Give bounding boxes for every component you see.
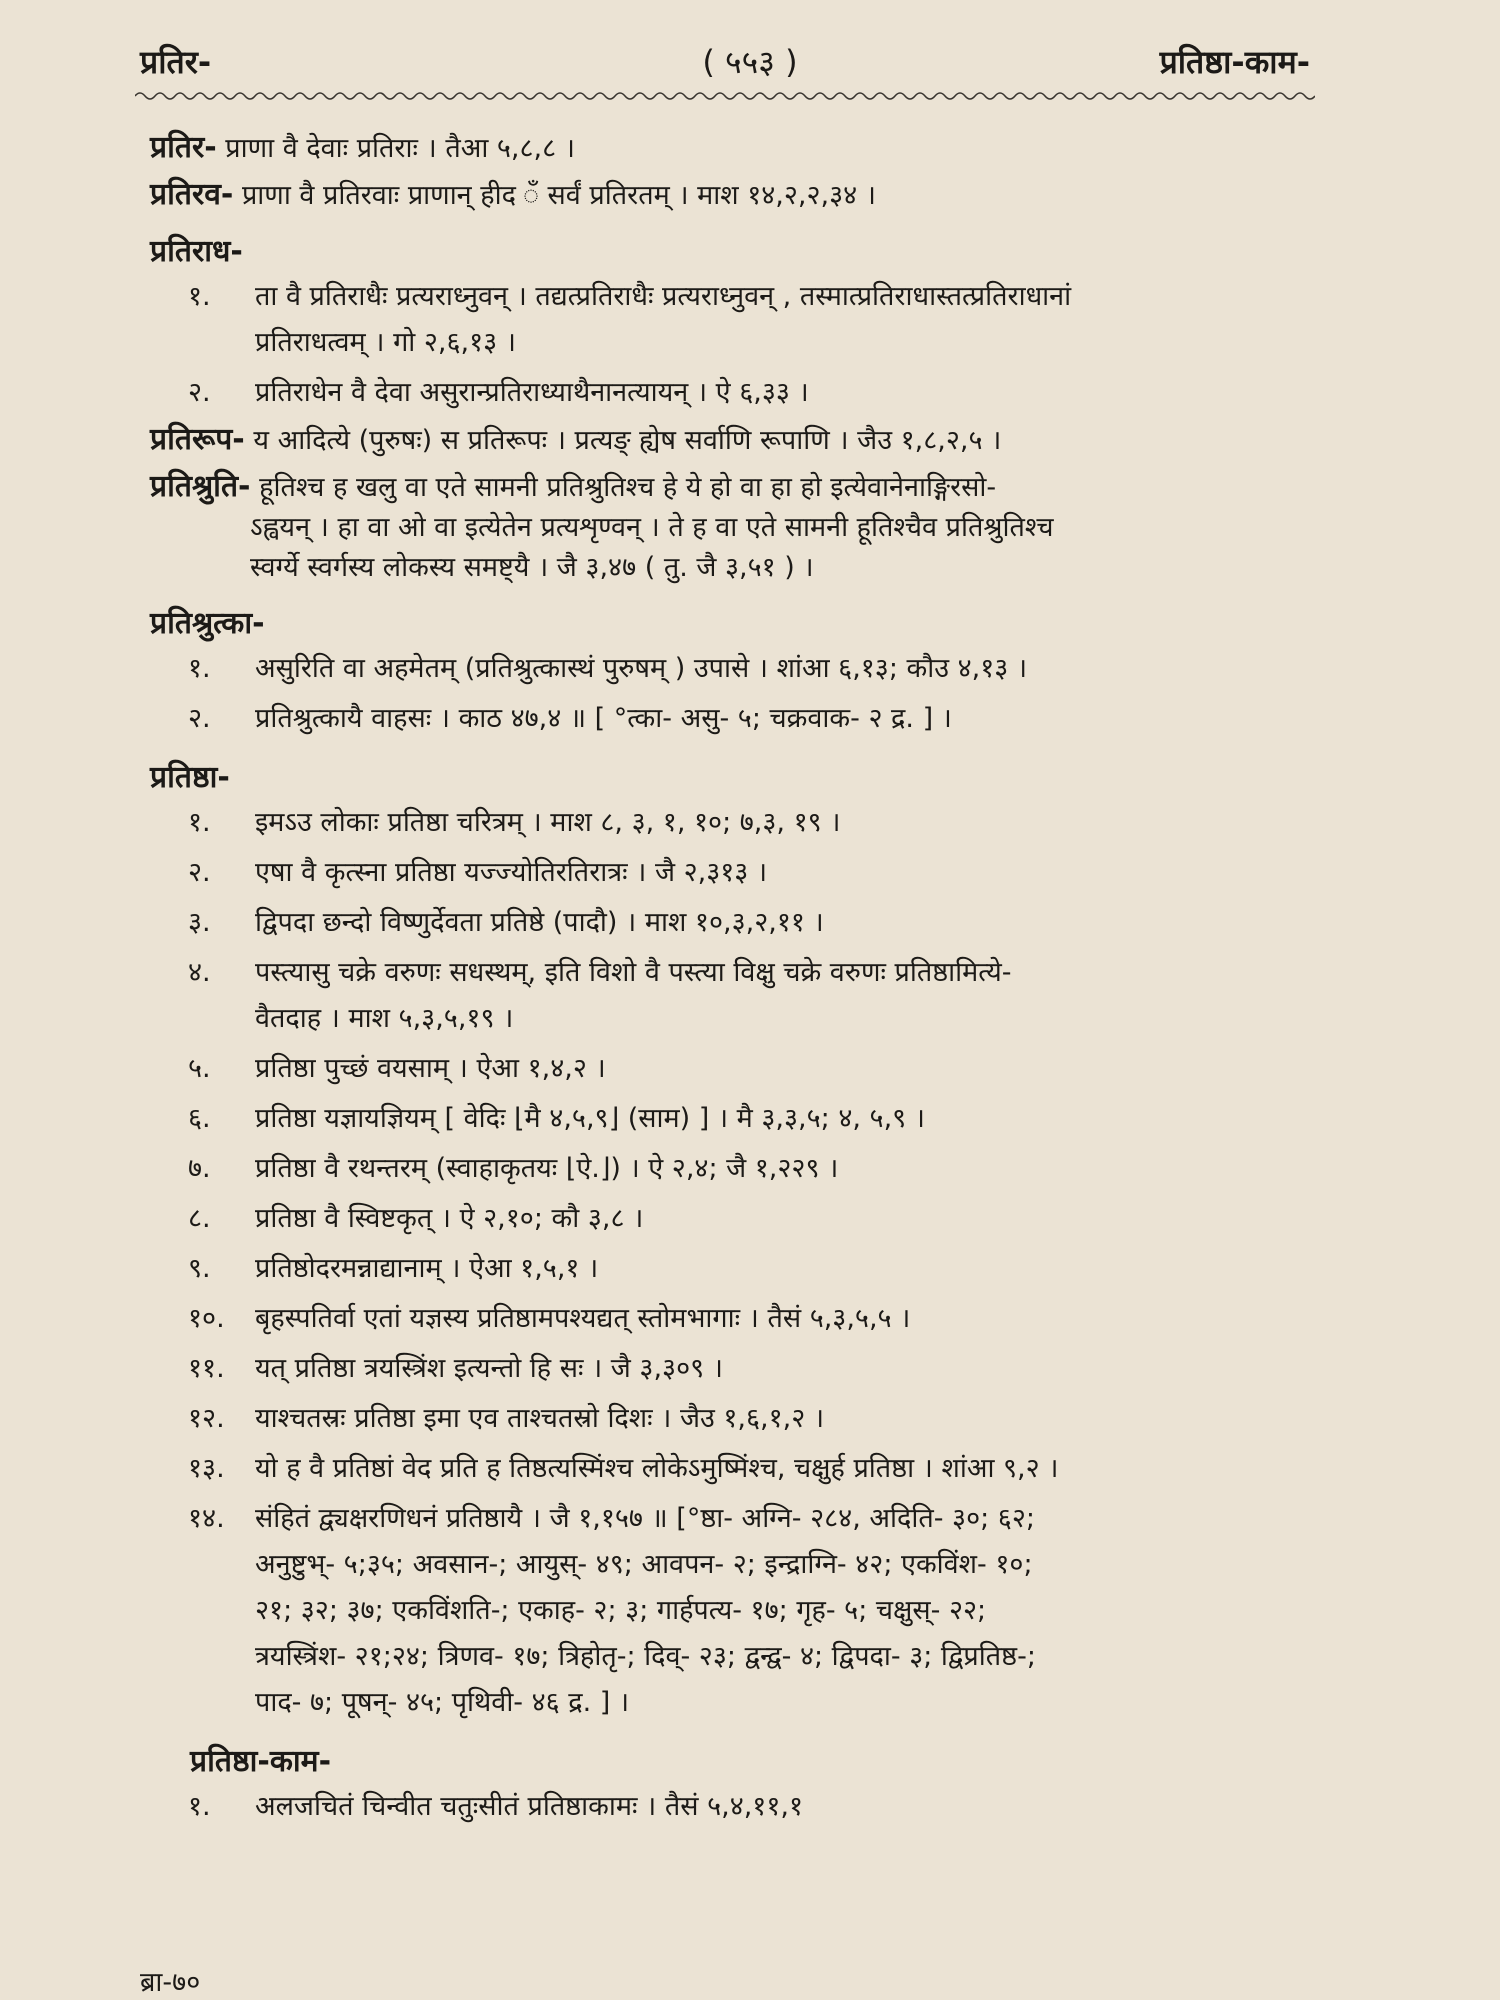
entry-text: य आदित्ये (पुरुषः) स प्रतिरूपः । प्रत्यङ् ह्येष सर्वाणि रूपाणि । जैउ १,८,२,५ । bbox=[253, 425, 1002, 456]
item-line: प्रतिष्ठा पुच्छं वयसाम् । ऐआ १,४,२ । bbox=[255, 1053, 606, 1084]
item-line: याश्चतस्रः प्रतिष्ठा इमा एव ताश्चतस्रो दिशः । जैउ १,६,१,२ । bbox=[255, 1403, 825, 1434]
entry-text: प्राणा वै देवाः प्रतिराः । तैआ ५,८,८ । bbox=[225, 133, 575, 164]
list-item bbox=[150, 1246, 1330, 1292]
item-line: प्रतिश्रुत्कायै वाहसः । काठ ४७,४ ॥ [ °त्का- असु- ५; चक्रवाक- २ द्र. ] । bbox=[255, 703, 952, 734]
item-line: २१; ३२; ३७; एकविंशति-; एकाह- २; ३; गार्हपत्य- १७; गृह- ५; चक्षुस्- २२; bbox=[255, 1595, 987, 1626]
item-line: वैतदाह । माश ५,३,५,१९ । bbox=[255, 1003, 514, 1034]
item-number: १२. bbox=[188, 1403, 225, 1434]
headword: प्रतिर- bbox=[150, 130, 217, 165]
list-item bbox=[150, 800, 1330, 846]
list-item bbox=[150, 1196, 1330, 1242]
item-line: असुरिति वा अहमेतम् (प्रतिश्रुत्कास्थं पुरुषम् ) उपासे । शांआ ६,१३; कौउ ४,१३ । bbox=[255, 653, 1028, 684]
item-number: १४. bbox=[188, 1503, 225, 1534]
item-line: त्रयस्त्रिंश- २१;२४; त्रिणव- १७; त्रिहोतृ-; दिव्- २३; द्वन्द्व- ४; द्विपदा- ३; द्विप्रतिष्ठ-; bbox=[255, 1641, 1036, 1672]
headword: प्रतिरूप- bbox=[150, 422, 245, 457]
entry-text: ऽह्वयन् । हा वा ओ वा इत्येतेन प्रत्यशृण्वन् । ते ह वा एते सामनी हूतिश्चैव प्रतिश्रुतिश्च bbox=[250, 512, 1054, 543]
item-number: २. bbox=[188, 377, 211, 408]
header-left-term: प्रतिर- bbox=[140, 43, 212, 81]
item-number: ४. bbox=[188, 957, 211, 988]
header-right-term: प्रतिष्ठा-काम- bbox=[1159, 43, 1310, 81]
list-item bbox=[150, 1146, 1330, 1192]
list-item bbox=[150, 274, 1330, 366]
entry-text: प्राणा वै प्रतिरवाः प्राणान् हीद ँ सर्वं प्रतिरतम् । माश १४,२,२,३४ । bbox=[241, 180, 877, 211]
item-number: ६. bbox=[188, 1103, 211, 1134]
entry-pratishruti bbox=[150, 467, 1330, 588]
item-number: १. bbox=[188, 281, 211, 312]
entry-pratira bbox=[150, 128, 1330, 169]
list-item bbox=[150, 646, 1330, 692]
headword-pratishrutka: प्रतिश्रुत्का- bbox=[150, 606, 265, 641]
list-item bbox=[150, 1046, 1330, 1092]
headword: प्रतिश्रुति- bbox=[150, 469, 251, 504]
list-item bbox=[150, 950, 1330, 1042]
entry-pratirava bbox=[150, 175, 1330, 216]
item-line: पस्त्यासु चक्रे वरुणः सधस्थम्, इति विशो वै पस्त्या विक्षु चक्रे वरुणः प्रतिष्ठामित्ये- bbox=[255, 957, 1012, 988]
item-number: १. bbox=[188, 653, 211, 684]
item-number: ३. bbox=[188, 907, 211, 938]
item-line: प्रतिष्ठा यज्ञायज्ञियम् [ वेदिः ⌊मै ४,५,९⌋ (साम) ] । मै ३,३,५; ४, ५,९ । bbox=[255, 1103, 926, 1134]
item-line: बृहस्पतिर्वा एतां यज्ञस्य प्रतिष्ठामपश्यद्यत् स्तोमभागाः । तैसं ५,३,५,५ । bbox=[255, 1303, 911, 1334]
headword-pratiradha: प्रतिराध- bbox=[150, 234, 243, 269]
list-item bbox=[150, 1784, 1330, 1830]
item-number: ११. bbox=[188, 1353, 225, 1384]
item-line: प्रतिराधेन वै देवा असुरान्प्रतिराध्याथैनानत्यायन् । ऐ ६,३३ । bbox=[255, 377, 809, 408]
item-number: ७. bbox=[188, 1153, 211, 1184]
item-line: संहितं द्व्यक्षरणिधनं प्रतिष्ठायै । जै १,१५७ ॥ [°ष्ठा- अग्नि- २८४, अदिति- ३०; ६२; bbox=[255, 1503, 1035, 1534]
list-item bbox=[150, 900, 1330, 946]
item-line: द्विपदा छन्दो विष्णुर्देवता प्रतिष्ठे (पादौ) । माश १०,३,२,११ । bbox=[255, 907, 824, 938]
item-line: यत् प्रतिष्ठा त्रयस्त्रिंश इत्यन्तो हि सः । जै ३,३०९ । bbox=[255, 1353, 723, 1384]
item-number: १. bbox=[188, 807, 211, 838]
item-line: प्रतिराधत्वम् । गो २,६,१३ । bbox=[255, 327, 517, 358]
item-line: ता वै प्रतिराधैः प्रत्यराध्नुवन् । तद्यत्प्रतिराधैः प्रत्यराध्नुवन् , तस्मात्प्रतिराधास्तत्प्रतिराधानां bbox=[255, 281, 1072, 312]
item-line: यो ह वै प्रतिष्ठां वेद प्रति ह तिष्ठत्यस्मिंश्च लोकेऽमुष्मिंश्च, चक्षुर्ह प्रतिष्ठा । शांआ ९,२ । bbox=[255, 1453, 1059, 1484]
list-item bbox=[150, 1346, 1330, 1392]
item-number: ९. bbox=[188, 1253, 211, 1284]
list-item bbox=[150, 1396, 1330, 1442]
headword: प्रतिरव- bbox=[150, 177, 234, 212]
item-line: अनुष्टुभ्- ५;३५; अवसान-; आयुस्- ४९; आवपन- २; इन्द्राग्नि- ४२; एकविंश- १०; bbox=[255, 1549, 1033, 1580]
entries-content bbox=[150, 128, 1330, 1834]
entry-pratirupa bbox=[150, 420, 1330, 461]
list-item bbox=[150, 1296, 1330, 1342]
item-line: प्रतिष्ठा वै रथन्तरम् (स्वाहाकृतयः ⌊ऐ.⌋) । ऐ २,४; जै १,२२९ । bbox=[255, 1153, 839, 1184]
item-number: १३. bbox=[188, 1453, 225, 1484]
item-line: प्रतिष्ठोदरमन्नाद्यानाम् । ऐआ १,५,१ । bbox=[255, 1253, 599, 1284]
entry-text: स्वर्ग्ये स्वर्गस्य लोकस्य समष्ट्यै । जै ३,४७ ( तु. जै ३,५१ ) । bbox=[250, 552, 814, 583]
item-number: २. bbox=[188, 703, 211, 734]
signature-mark: ब्रा-७० bbox=[140, 1967, 201, 1998]
item-line: एषा वै कृत्स्ना प्रतिष्ठा यज्ज्योतिरतिरात्रः । जै २,३१३ । bbox=[255, 857, 768, 888]
item-number: १०. bbox=[188, 1303, 225, 1334]
item-line: प्रतिष्ठा वै स्विष्टकृत् । ऐ २,१०; कौ ३,८ । bbox=[255, 1203, 644, 1234]
list-item bbox=[150, 850, 1330, 896]
item-number: १. bbox=[188, 1791, 211, 1822]
list-item bbox=[150, 696, 1330, 742]
wavy-divider bbox=[135, 88, 1315, 104]
item-line: पाद- ७; पूषन्- ४५; पृथिवी- ४६ द्र. ] । bbox=[255, 1687, 630, 1718]
item-line: अलजचितं चिन्वीत चतुःसीतं प्रतिष्ठाकामः । तैसं ५,४,११,१ bbox=[255, 1791, 804, 1822]
list-item bbox=[150, 1446, 1330, 1492]
page-number: ( ५५३ ) bbox=[702, 43, 798, 81]
headword-pratishthakama: प्रतिष्ठा-काम- bbox=[190, 1744, 332, 1779]
list-item bbox=[150, 1096, 1330, 1142]
item-number: ५. bbox=[188, 1053, 211, 1084]
item-line: इमऽउ लोकाः प्रतिष्ठा चरित्रम् । माश ८, ३, १, १०; ७,३, १९ । bbox=[255, 807, 841, 838]
item-number: २. bbox=[188, 857, 211, 888]
headword-pratishtha: प्रतिष्ठा- bbox=[150, 760, 230, 795]
list-item bbox=[150, 370, 1330, 416]
item-number: ८. bbox=[188, 1203, 211, 1234]
entry-text: हूतिश्च ह खलु वा एते सामनी प्रतिश्रुतिश्च हे ये हो वा हा हो इत्येवानेनाङ्गिरसो- bbox=[259, 472, 997, 503]
list-item bbox=[150, 1496, 1330, 1726]
